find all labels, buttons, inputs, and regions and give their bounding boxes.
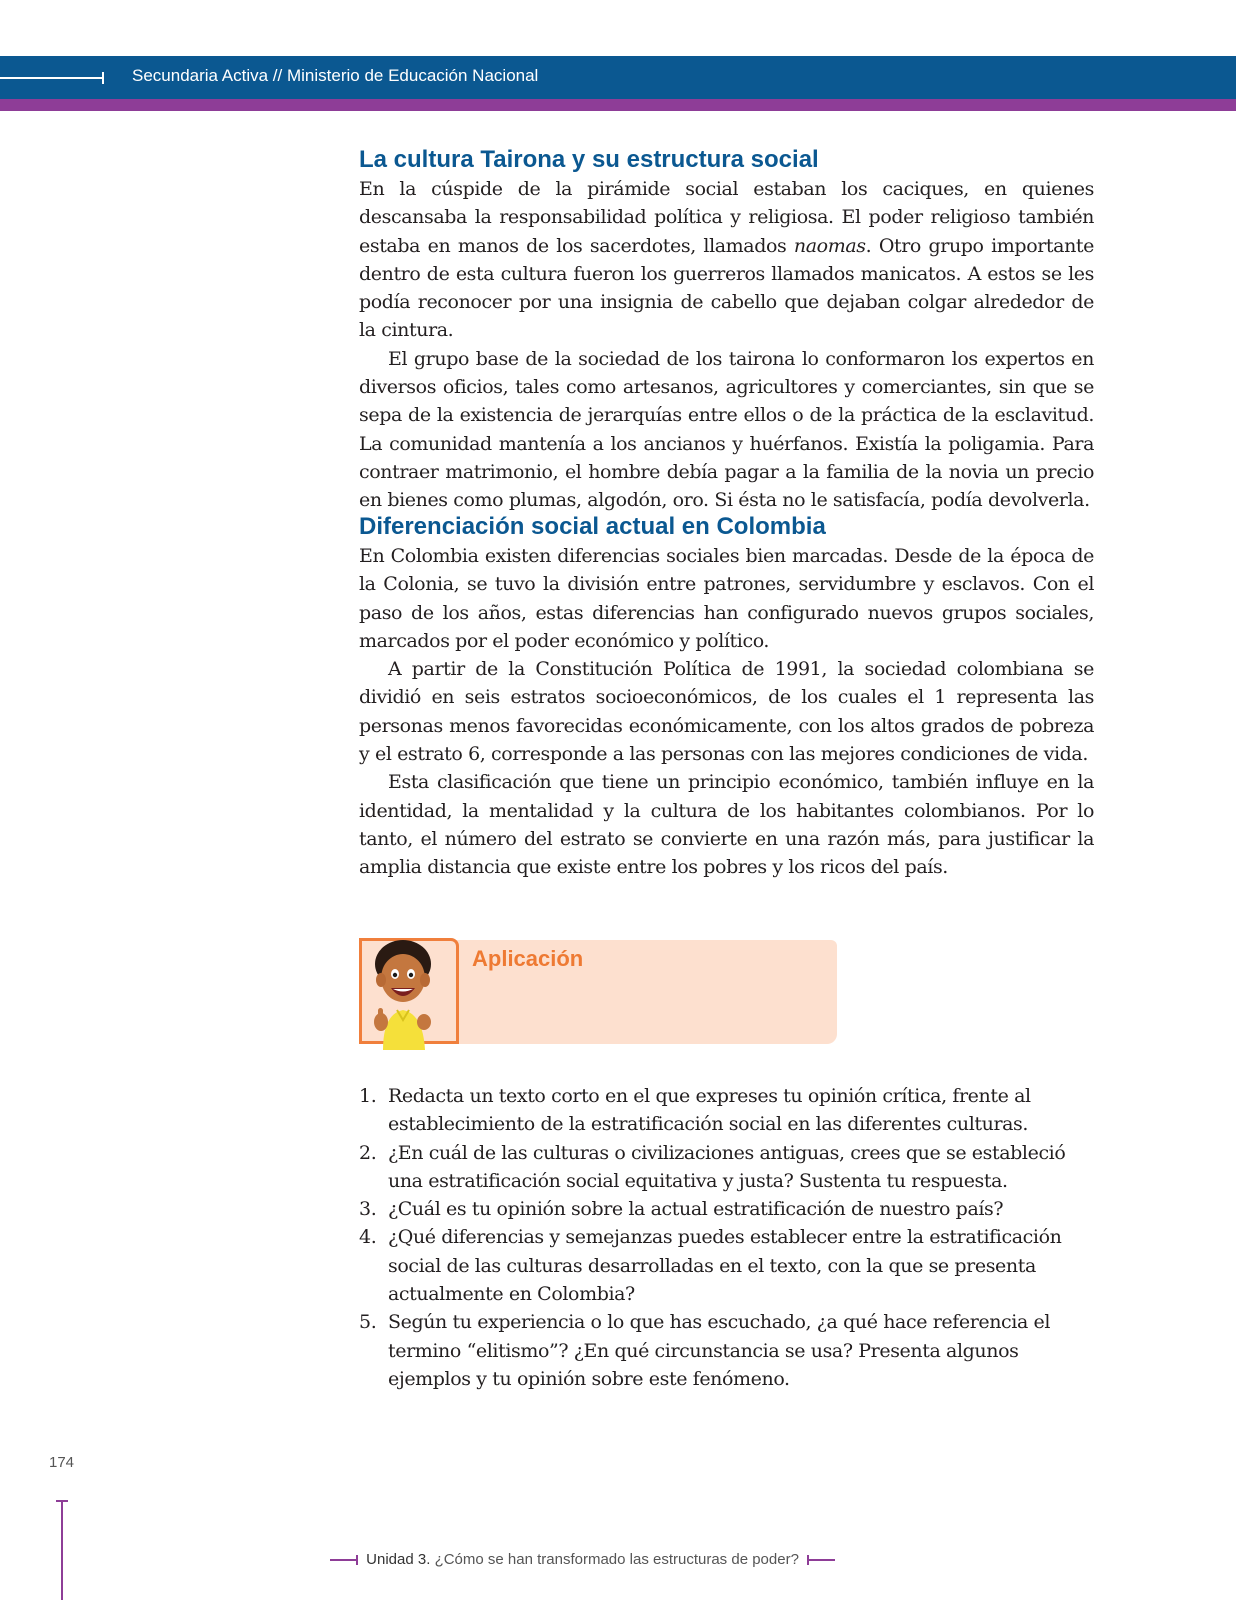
header-title: Secundaria Activa // Ministerio de Educación Nacional xyxy=(132,66,539,85)
application-box xyxy=(359,938,839,1046)
footer xyxy=(330,1551,835,1573)
page-number: 174 xyxy=(49,1454,75,1471)
list-item xyxy=(359,1195,1089,1223)
list-number: 5. xyxy=(359,1311,377,1334)
section-heading: La cultura Tairona y su estructura social xyxy=(359,146,819,173)
paragraph: A partir de la Constitución Política de 1991, la sociedad colombiana se dividió en seis estratos socioeconómicos, de los cuales el 1 representa las personas menos favorecidas económicamente, con los altos grados de pobreza y el estrato 6, corresponde a las personas con las mejores condiciones de vida. xyxy=(359,658,1094,766)
header-rule xyxy=(0,77,103,79)
list-number: 1. xyxy=(359,1085,377,1107)
left-margin-rule xyxy=(61,1500,63,1600)
paragraph-text: . Otro grupo importante dentro de esta cultura fueron los guerreros llamados manicatos. A estos se les podía reconocer por una insignia de cabello que dejaban colgar alrededor de la cintura. xyxy=(359,234,1094,342)
questions-list xyxy=(359,1082,1089,1393)
footer-unit: Unidad 3. xyxy=(366,1551,431,1568)
list-number: 3. xyxy=(359,1198,377,1221)
section-heading: Diferenciación social actual en Colombia xyxy=(359,513,826,540)
student-avatar-icon xyxy=(369,938,459,1050)
list-text: ¿Cuál es tu opinión sobre la actual estratificación de nuestro país? xyxy=(388,1198,1004,1221)
list-item xyxy=(359,1308,1089,1393)
emphasis-term: naomas xyxy=(793,234,866,257)
header-rule-tick xyxy=(102,72,104,84)
list-number: 2. xyxy=(359,1141,377,1164)
footer-rule-tick xyxy=(356,1555,358,1565)
paragraph-text: En la cúspide de la pirámide social estaban los caciques, en quienes descansaba la responsabilidad política y religiosa. El poder religioso también estaba en manos de los sacerdotes, llamados xyxy=(359,178,1094,257)
left-margin-rule-tick xyxy=(56,1500,68,1502)
section-tairona xyxy=(359,145,1094,515)
application-title: Aplicación xyxy=(472,946,584,971)
paragraph: El grupo base de la sociedad de los tairona lo conformaron los expertos en diversos oficios, tales como artesanos, agricultores y comerciantes, sin que se sepa de la existencia de jerarquías entre ellos o de la práctica de la esclavitud. La comunidad mantenía a los ancianos y huérfanos. Existía la poligamia. Para contraer matrimonio, el hombre debía pagar a la familia de la novia un precio en bienes como plumas, algodón, oro. Si ésta no le satisfacía, podía devolverla. xyxy=(359,347,1094,512)
section-colombia xyxy=(359,512,1094,882)
list-item xyxy=(359,1139,1089,1196)
paragraph: Esta clasificación que tiene un principio económico, también influye en la identidad, la mentalidad y la cultura de los habitantes colombianos. Por lo tanto, el número del estrato se convierte en una razón más, para justificar la amplia distancia que existe entre los pobres y los ricos del país. xyxy=(359,771,1094,879)
list-text: Según tu experiencia o lo que has escuchado, ¿a qué hace referencia el termino “elitismo”? ¿En qué circunstancia se usa? Presenta algunos ejemplos y tu opinión sobre este fenómeno. xyxy=(388,1311,1051,1390)
footer-rule xyxy=(809,1559,835,1561)
list-item xyxy=(359,1223,1089,1308)
paragraph xyxy=(359,175,1094,345)
list-number: 4. xyxy=(359,1226,377,1249)
paragraph: En Colombia existen diferencias sociales bien marcadas. Desde de la época de la Colonia, se tuvo la división entre patrones, servidumbre y esclavos. Con el paso de los años, estas diferencias han configurado nuevos grupos sociales, marcados por el poder económico y político. xyxy=(359,545,1094,652)
list-text: ¿En cuál de las culturas o civilizaciones antiguas, crees que se estableció una estratificación social equitativa y justa? Sustenta tu respuesta. xyxy=(388,1141,1066,1192)
list-item xyxy=(359,1082,1089,1139)
footer-unit-title: ¿Cómo se han transformado las estructuras de poder? xyxy=(434,1551,799,1568)
list-text: Redacta un texto corto en el que expreses tu opinión crítica, frente al establecimiento de la estratificación social en las diferentes culturas. xyxy=(388,1085,1031,1136)
footer-rule xyxy=(330,1559,356,1561)
header-stripe xyxy=(0,99,1236,111)
list-text: ¿Qué diferencias y semejanzas puedes establecer entre la estratificación social de las culturas desarrolladas en el texto, con la que se presenta actualmente en Colombia? xyxy=(388,1226,1062,1306)
